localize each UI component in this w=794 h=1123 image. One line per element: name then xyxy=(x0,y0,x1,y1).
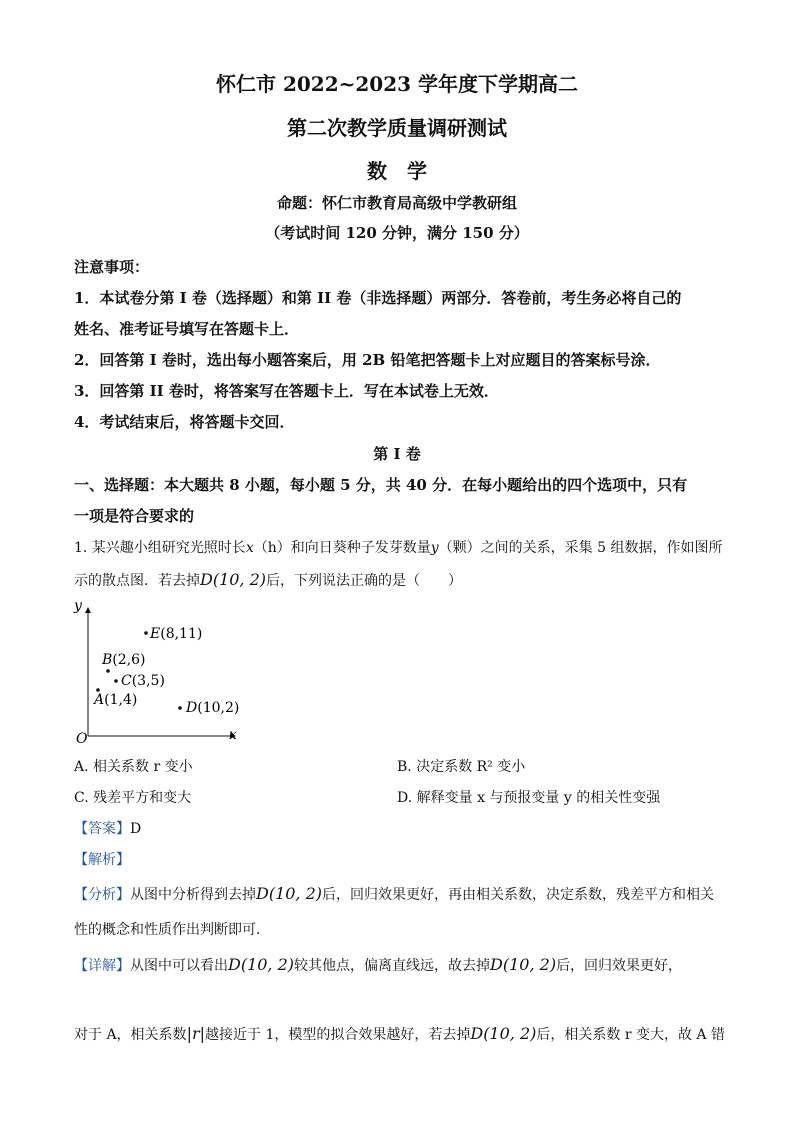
fenxi-line-2: 性的概念和性质作出判断即可． xyxy=(74,922,270,938)
scatter-plot xyxy=(70,598,260,746)
scatter-point-2 xyxy=(106,669,110,673)
exam-title: 怀仁市 2022~2023 学年度下学期高二 xyxy=(215,72,578,96)
part-heading: 一、选择题：本大题共 8 小题，每小题 5 分，共 40 分．在每小题给出的四个选项中，只有 xyxy=(74,476,688,494)
author-line: 命题：怀仁市教育局高级中学教研组 xyxy=(276,194,517,212)
notes-heading: 注意事项： xyxy=(74,258,150,276)
scatter-points xyxy=(92,626,239,716)
var-x: x xyxy=(245,540,254,556)
origin-label: O xyxy=(76,731,88,746)
var-y: y xyxy=(430,540,439,556)
part-heading-cont: 一项是符合要求的 xyxy=(74,507,195,525)
notes-item-1: 1．本试卷分第 I 卷（选择题）和第 II 卷（非选择题）两部分．答卷前，考生务必将自己的 xyxy=(74,289,682,307)
question-line-1: 1. 某兴趣小组研究光照时长x（h）和向日葵种子发芽数量y（颗）之间的关系，采集 5 组数据，作如图所 xyxy=(74,540,723,556)
answer-label: 【答案】 xyxy=(74,821,130,837)
notes-item-1-cont: 姓名、准考证号填写在答题卡上． xyxy=(74,320,300,338)
point-d-inline: D(10, 2) xyxy=(200,570,267,589)
exam-subtitle: 第二次教学质量调研测试 xyxy=(287,116,507,140)
fenxi-line-1: 【分析】从图中分析得到去掉D(10, 2)后，回归效果更好，再由相关系数，决定系数，残差平方和相关 xyxy=(74,884,715,903)
option-b: B. 决定系数 R² 变小 xyxy=(397,759,526,775)
answer-value: D xyxy=(130,821,142,837)
question-line-2: 示的散点图．若去掉D(10, 2)后，下列说法正确的是（ ） xyxy=(74,570,463,589)
scatter-point-label-1: A(1,4) xyxy=(94,692,138,708)
scatter-point-label-5: E(8,11) xyxy=(150,626,203,642)
option-a: A. 相关系数 r 变小 xyxy=(74,759,193,775)
y-axis-label: y xyxy=(74,598,82,614)
section-title: 第 I 卷 xyxy=(373,445,421,463)
xiangjie-line-2: 对于 A，相关系数|r|越接近于 1，模型的拟合效果越好，若去掉D(10, 2)后，相关系数 r 变大，故 A 错 xyxy=(74,1024,725,1043)
notes-item-4: 4．考试结束后，将答题卡交回． xyxy=(74,413,295,431)
scatter-point-label-4: D(10,2) xyxy=(186,700,240,716)
answer-line xyxy=(74,818,141,838)
notes-item-3: 3．回答第 II 卷时，将答案写在答题卡上．写在本试卷上无效． xyxy=(74,382,499,400)
scatter-point-5 xyxy=(144,631,148,635)
scatter-point-label-3: C(3,5) xyxy=(121,673,165,689)
analysis-label: 【解析】 xyxy=(74,852,130,868)
notes-item-2: 2．回答第 I 卷时，选出每小题答案后，用 2B 铅笔把答题卡上对应题目的答案标号涂． xyxy=(74,351,661,369)
x-axis-label: x xyxy=(229,727,237,743)
scatter-point-3 xyxy=(114,679,118,683)
option-d: D. 解释变量 x 与预报变量 y 的相关性变强 xyxy=(397,790,661,806)
scatter-point-4 xyxy=(178,706,182,710)
scatter-point-label-2: B(2,6) xyxy=(102,652,146,668)
option-c: C. 残差平方和变大 xyxy=(74,790,192,806)
subject-title: 数 学 xyxy=(367,159,427,183)
xiangjie-line-1: 【详解】从图中可以看出D(10, 2)较其他点，偏离直线远，故去掉D(10, 2)后，回归效果更好， xyxy=(74,955,683,974)
time-line: （考试时间 120 分钟，满分 150 分） xyxy=(265,224,529,242)
